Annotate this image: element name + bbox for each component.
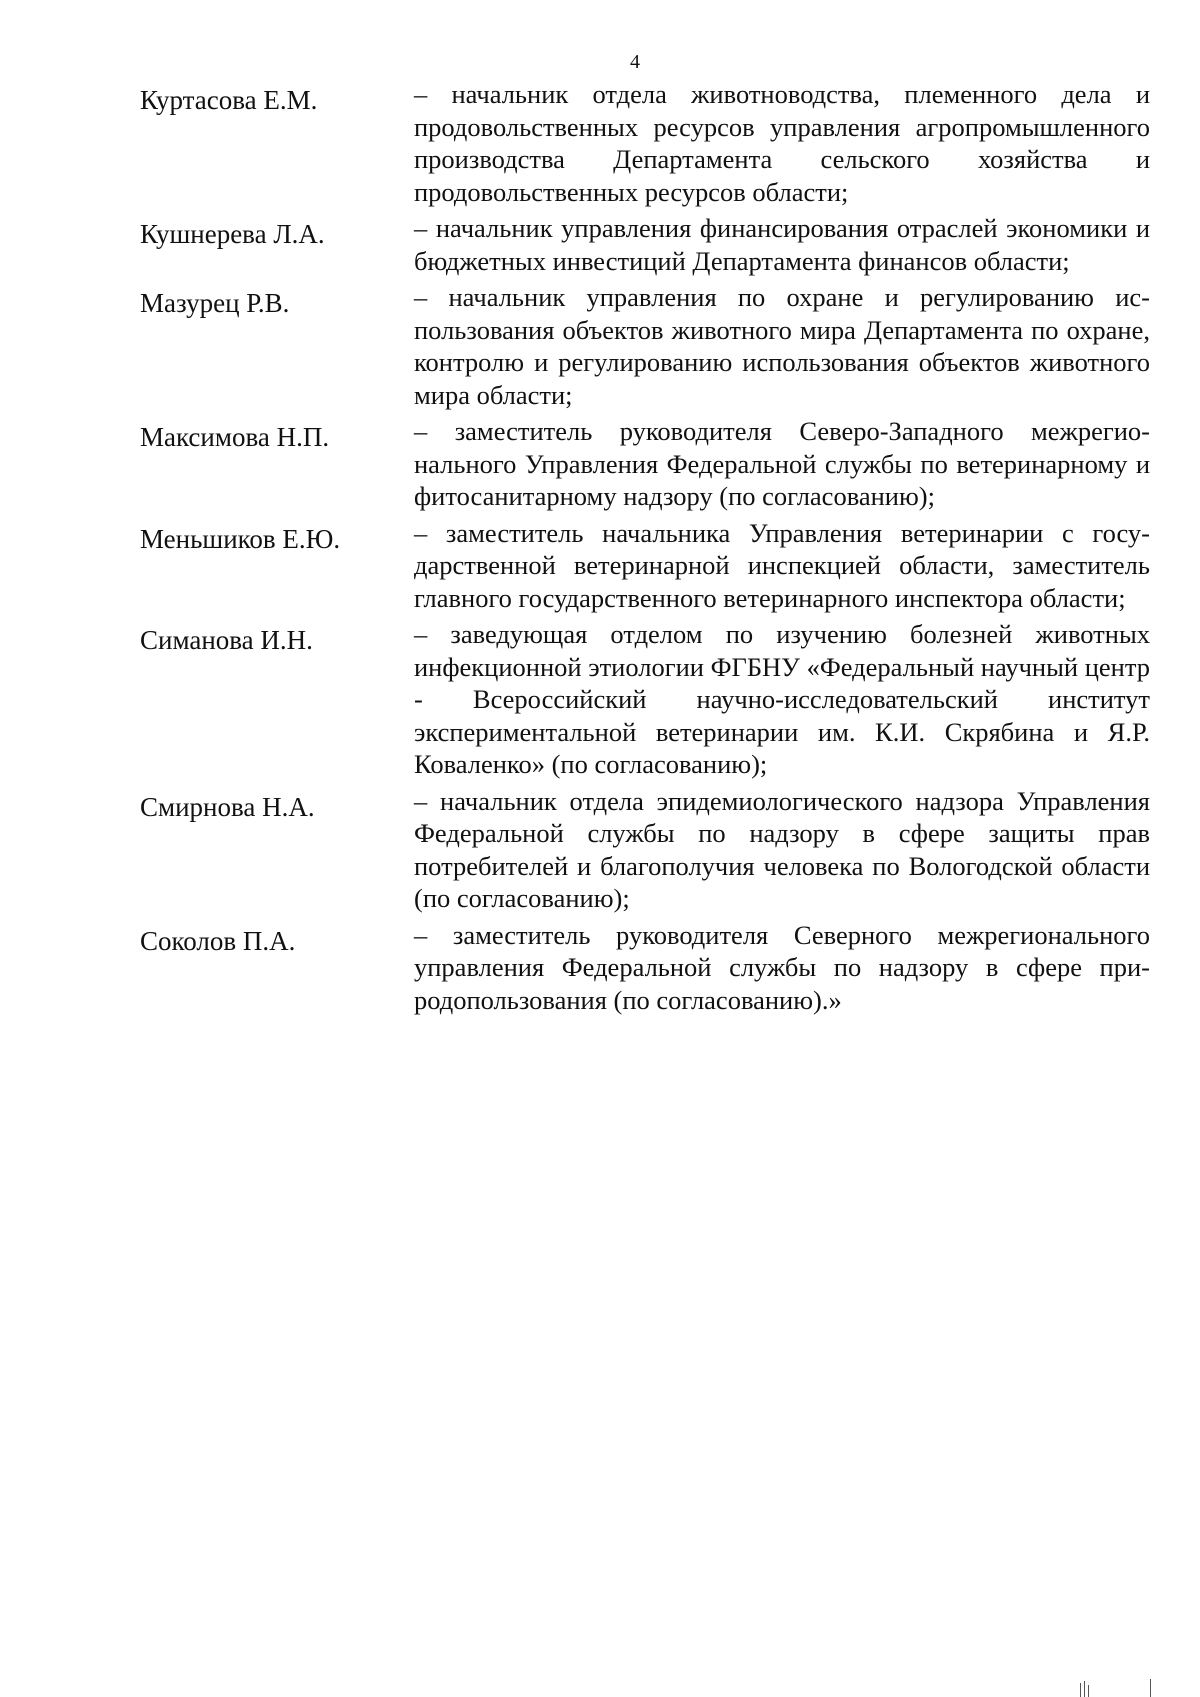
member-name: Куртасова Е.М. xyxy=(140,85,318,115)
member-entry-3 xyxy=(140,415,1150,513)
member-entry-2 xyxy=(140,281,1150,411)
member-position: – начальник управления финансирования отраслей экономики и бюджетных инвестиций Департамента финансов области; xyxy=(414,213,1150,276)
page-number: 4 xyxy=(630,51,640,73)
member-name: Мазурец Р.В. xyxy=(140,288,290,318)
member-position: – заместитель руководителя Северного межрегионального управления Федеральной службы по надзору в сфере природопользования (по согласованию).» xyxy=(414,919,1150,1015)
member-name: Максимова Н.П. xyxy=(140,422,330,452)
member-entry-4 xyxy=(140,517,1150,615)
member-position: – заместитель руководителя Северо-Западного межрегионального Управления Федеральной службы по ветеринарному и фитосанитарному надзору (по согласованию); xyxy=(414,416,1150,511)
member-position: – заведующая отделом по изучению болезней животных инфекционной этиологии ФГБНУ «Федеральный научный центр - Всероссийский научно-исследовательский институт экспериментальной ветеринарии им. К.И. Скрябина и Я.Р. Коваленко» (по согласованию); xyxy=(414,619,1151,779)
member-entry-6 xyxy=(140,785,1150,915)
member-name: Кушнерева Л.А. xyxy=(140,219,325,249)
scan-edge-marks xyxy=(1020,1677,1160,1697)
member-position: – заместитель начальника Управления ветеринарии с государственной ветеринарной инспекцией области, заместитель главного государственного ветеринарного инспектора области; xyxy=(414,517,1150,613)
member-list xyxy=(140,78,1150,1020)
member-entry-5 xyxy=(140,618,1150,781)
member-position: – начальник отдела эпидемиологического надзора Управления Федеральной службы по надзору в сфере защиты прав потребителей и благополучия человека по Вологодской области (по согласованию); xyxy=(414,785,1150,913)
member-entry-1 xyxy=(140,212,1150,277)
member-name: Симанова И.Н. xyxy=(140,625,313,655)
member-position: – начальник управления по охране и регулированию использования объектов животного мира Департамента по охране, контролю и регулированию использования объектов животного мира области; xyxy=(414,282,1150,410)
member-entry-0 xyxy=(140,78,1150,208)
member-entry-7 xyxy=(140,919,1150,1017)
member-name: Смирнова Н.А. xyxy=(140,791,315,822)
member-name: Соколов П.А. xyxy=(140,925,296,956)
member-name: Меньшиков Е.Ю. xyxy=(140,523,341,554)
member-position: – начальник отдела животноводства, племенного дела и продовольственных ресурсов управления агропромышленного производства Департамента сельского хозяйства и продовольственных ресурсов области; xyxy=(414,79,1150,207)
